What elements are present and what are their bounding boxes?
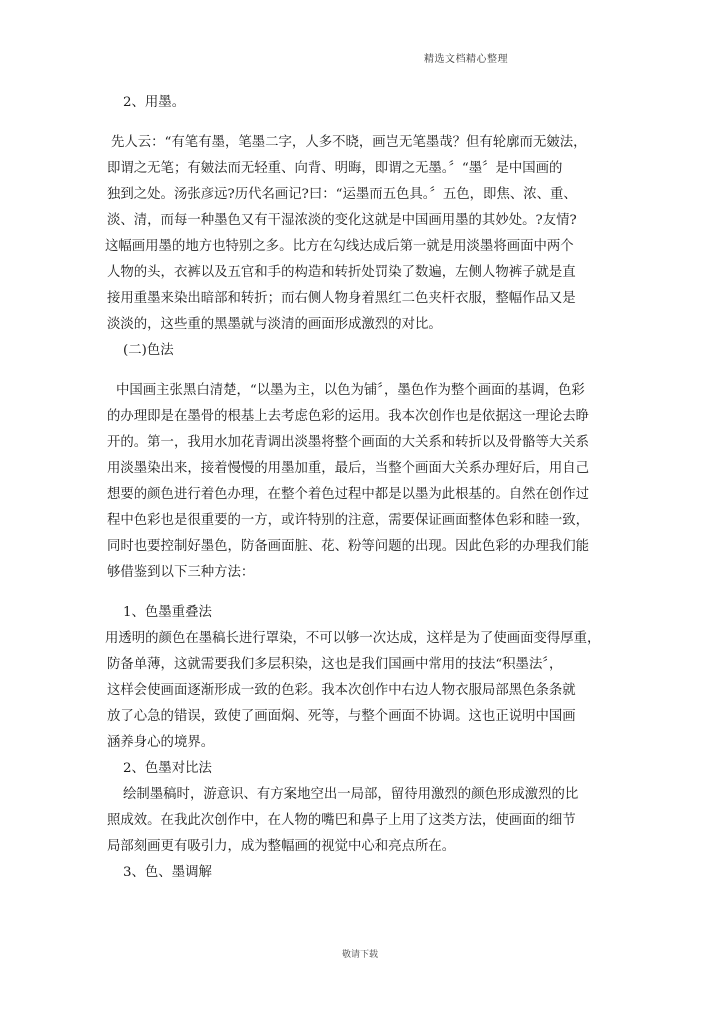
paragraph-line: 同时也要控制好墨色，防备画面脏、花、粉等问题的出现。因此色彩的办理我们能	[107, 539, 590, 554]
paragraph-line: 用淡墨染出来，接着慢慢的用墨加重，最后，当整个画面大关系办理好后，用自己	[107, 461, 590, 476]
paragraph-line: 接用重墨来染出暗部和转折；而右侧人物身着黑红二色夹杆衣服，整幅作品又是	[107, 291, 576, 306]
subsection-heading: 2、色墨对比法	[123, 761, 212, 776]
page-footer: 敬请下载	[341, 950, 378, 960]
paragraph-line: 防备单薄，这就需要我们多层积染，这也是我们国画中常用的技法“积墨法〞，	[107, 657, 563, 672]
paragraph-line: 即谓之无笔；有皴法而无轻重、向背、明晦，即谓之无墨。〞“墨〞是中国画的	[107, 161, 563, 176]
paragraph-line: 中国画主张黑白清楚，“以墨为主，以色为铺〞，墨色作为整个画面的基调，色彩	[116, 383, 585, 398]
paragraph-line: 先人云：“有笔有墨，笔墨二字，人多不晓，画岂无笔墨哉？但有轮廓而无皴法，	[111, 135, 587, 150]
paragraph-line: 涵养身心的境界。	[107, 735, 215, 750]
paragraph-line: 这幅画用墨的地方也特别之多。比方在勾线达成后第一就是用淡墨将画面中两个	[105, 239, 574, 254]
section-heading: (二)色法	[123, 343, 174, 358]
paragraph-line: 放了心急的错误，致使了画面焖、死等，与整个画面不协调。这也正说明中国画	[107, 709, 576, 724]
paragraph-line: 程中色彩也是很重要的一方，或许特别的注意，需要保证画面整体色彩和睦一致，	[107, 513, 590, 528]
paragraph-line: 想要的颜色进行着色办理，在整个着色过程中都是以墨为此根基的。自然在创作过	[107, 487, 590, 502]
subsection-heading: 1、色墨重叠法	[123, 605, 212, 620]
paragraph-line: 淡淡的，这些重的黑墨就与淡清的画面形成激烈的对比。	[107, 317, 442, 332]
section-heading: 2、用墨。	[123, 95, 186, 110]
paragraph-line: 人物的头，衣裤以及五官和手的构造和转折处罚染了数遍，左侧人物裤子就是直	[107, 265, 576, 280]
paragraph-line: 的办理即是在墨骨的根基上去考虑色彩的运用。我本次创作也是依据这一理论去睁	[107, 409, 590, 424]
paragraph-line: 独到之处。汤张彦远?历代名画记?曰：“运墨而五色具。〞五色，即焦、浓、重、	[107, 187, 577, 202]
paragraph-line: 够借鉴到以下三种方法：	[107, 565, 255, 580]
paragraph-line: 绘制墨稿时，游意识、有方案地空出一局部，留待用激烈的颜色形成激烈的比	[123, 787, 579, 802]
paragraph-line: 开的。第一，我用水加花青调出淡墨将整个画面的大关系和转折以及骨骼等大关系	[107, 435, 590, 450]
document-body	[105, 90, 605, 886]
page-header: 精选文档精心整理	[424, 54, 508, 65]
paragraph-line: 局部刻画更有吸引力，成为整幅画的视觉中心和亮点所在。	[107, 839, 456, 854]
paragraph-line: 照成效。在我此次创作中，在人物的嘴巴和鼻子上用了这类方法，使画面的细节	[107, 813, 576, 828]
paragraph-line: 这样会使画面逐渐形成一致的色彩。我本次创作中右边人物衣服局部黑色条条就	[107, 683, 576, 698]
subsection-heading: 3、色、墨调解	[123, 865, 212, 880]
paragraph-line: 淡、清，而每一种墨色又有干湿浓淡的变化这就是中国画用墨的其妙处。?友情?	[107, 213, 577, 228]
paragraph-line: 用透明的颜色在墨稿长进行罩染，不可以够一次达成，这样是为了使画面变得厚重，	[105, 631, 601, 646]
